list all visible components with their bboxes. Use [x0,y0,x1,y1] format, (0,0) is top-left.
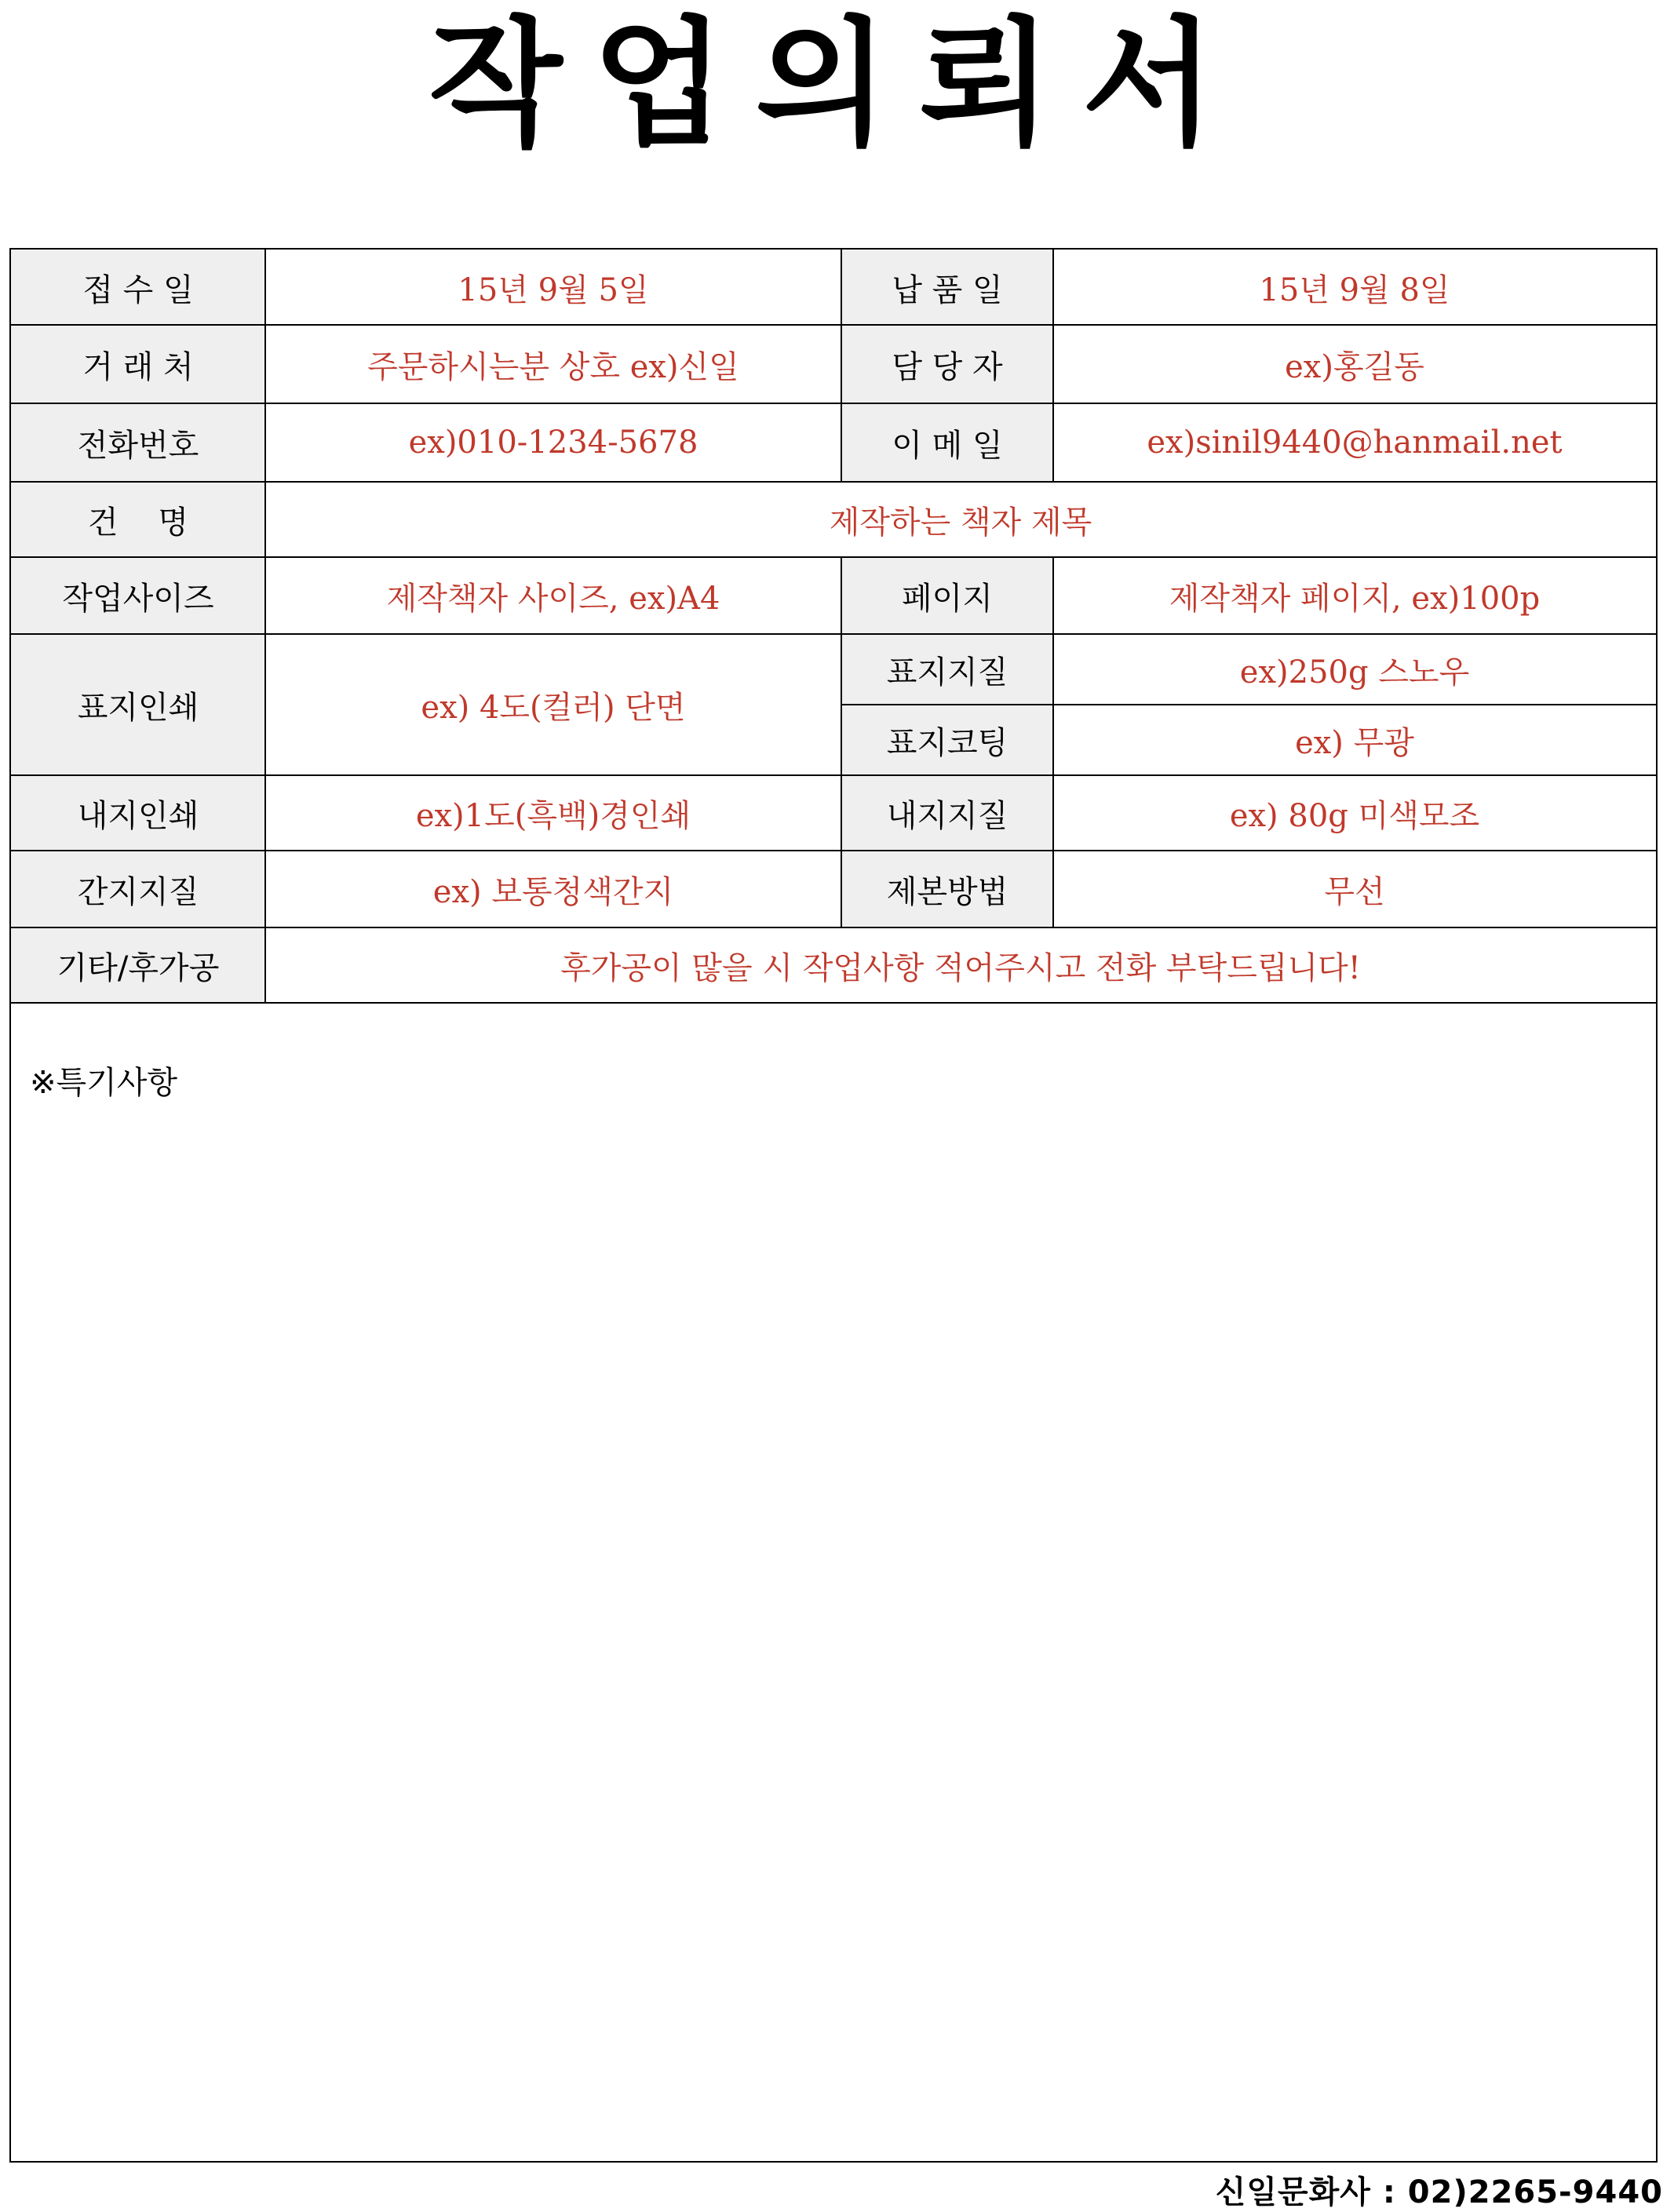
grid-line [1052,250,1054,482]
manager-value[interactable]: ex)홍길동 [1053,325,1656,403]
document-title: 작업의뢰서 [429,4,1245,165]
inner-paper-label: 내지지질 [841,775,1053,851]
cover-coating-value[interactable]: ex) 무광 [1053,705,1656,775]
delivery-date-label: 납 품 일 [841,250,1053,325]
grid-line [264,250,266,1003]
other-value[interactable]: 후가공이 많을 시 작업사항 적어주시고 전화 부탁드립니다! [265,927,1656,1003]
inner-print-value[interactable]: ex)1도(흑백)경인쇄 [265,775,841,851]
binding-label: 제본방법 [841,851,1053,927]
project-name-label: 건 명 [11,482,265,557]
cover-print-label: 표지인쇄 [11,634,265,775]
grid-line [11,774,1656,776]
special-notes-area[interactable] [11,1004,1656,2161]
phone-label: 전화번호 [11,403,265,482]
other-label: 기타/후가공 [11,927,265,1003]
pages-label: 페이지 [841,557,1053,634]
manager-label: 담 당 자 [841,325,1053,403]
grid-line [11,633,1656,635]
cover-paper-label: 표지지질 [841,634,1053,705]
project-name-value[interactable]: 제작하는 책자 제목 [265,482,1656,557]
cover-coating-label: 표지코팅 [841,705,1053,775]
client-label: 거 래 처 [11,325,265,403]
divider-paper-label: 간지지질 [11,851,265,927]
cover-paper-value[interactable]: ex)250g 스노우 [1053,634,1656,705]
inner-paper-value[interactable]: ex) 80g 미색모조 [1053,775,1656,851]
received-date-label: 접 수 일 [11,250,265,325]
grid-line [1052,556,1054,927]
grid-line [841,704,1656,705]
binding-value[interactable]: 무선 [1053,851,1656,927]
email-value[interactable]: ex)sinil9440@hanmail.net [1053,403,1656,482]
client-value[interactable]: 주문하시는분 상호 ex)신일 [265,325,841,403]
grid-line [11,927,1656,928]
phone-value[interactable]: ex)010-1234-5678 [265,403,841,482]
cover-print-value[interactable]: ex) 4도(컬러) 단면 [265,634,841,775]
grid-line [841,250,842,482]
company-contact: 신일문화사 : 02)2265-9440 [1215,2174,1663,2210]
pages-value[interactable]: 제작책자 페이지, ex)100p [1053,557,1656,634]
grid-line [11,1002,1656,1004]
grid-line [11,403,1656,404]
work-size-value[interactable]: 제작책자 사이즈, ex)A4 [265,557,841,634]
grid-line [11,850,1656,851]
inner-print-label: 내지인쇄 [11,775,265,851]
received-date-value[interactable]: 15년 9월 5일 [265,250,841,325]
grid-line [11,324,1656,326]
divider-paper-value[interactable]: ex) 보통청색간지 [265,851,841,927]
grid-line [11,556,1656,558]
work-size-label: 작업사이즈 [11,557,265,634]
delivery-date-value[interactable]: 15년 9월 8일 [1053,250,1656,325]
grid-line [11,481,1656,483]
email-label: 이 메 일 [841,403,1053,482]
special-notes-label: ※특기사항 [30,1065,178,1101]
grid-line [841,556,842,927]
work-order-form [9,248,1658,2163]
